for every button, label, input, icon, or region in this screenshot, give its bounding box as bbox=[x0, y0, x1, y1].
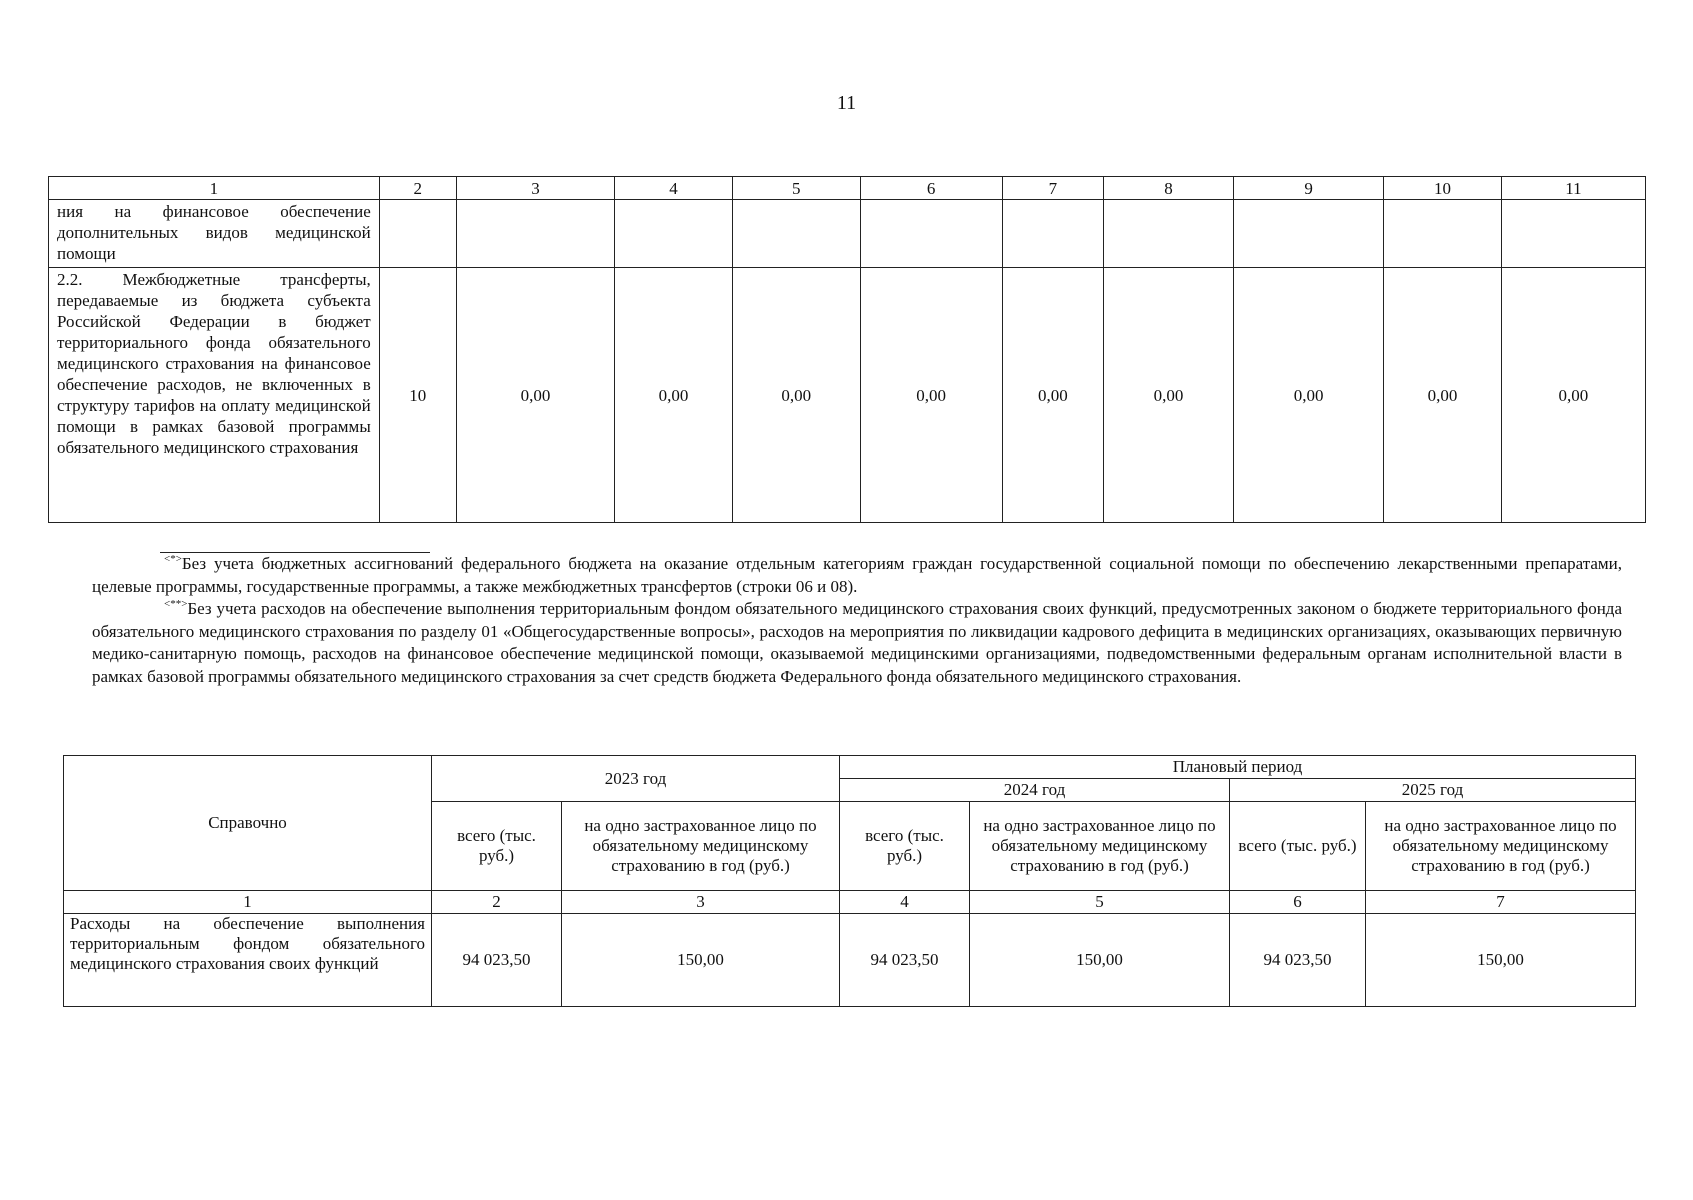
continuation-table bbox=[48, 176, 1646, 523]
column-number: 5 bbox=[732, 177, 860, 200]
row-label: Расходы на обеспечение выполнения территориальным фондом обязательного медицинского страхования своих функций bbox=[64, 914, 432, 1007]
column-number: 9 bbox=[1233, 177, 1383, 200]
year-2024-header: 2024 год bbox=[840, 779, 1230, 802]
table-cell: 0,00 bbox=[732, 268, 860, 523]
table-cell: 150,00 bbox=[562, 914, 840, 1007]
total-header: всего (тыс. руб.) bbox=[1230, 802, 1366, 891]
column-number: 5 bbox=[970, 891, 1230, 914]
table-cell: 94 023,50 bbox=[432, 914, 562, 1007]
table-cell bbox=[1384, 200, 1502, 268]
table-cell: 0,00 bbox=[615, 268, 733, 523]
column-number-row bbox=[64, 891, 1636, 914]
table-cell bbox=[732, 200, 860, 268]
planning-period-header: Плановый период bbox=[840, 756, 1636, 779]
column-number: 1 bbox=[64, 891, 432, 914]
column-number: 8 bbox=[1104, 177, 1234, 200]
column-number: 3 bbox=[456, 177, 614, 200]
column-number: 6 bbox=[860, 177, 1002, 200]
column-number: 4 bbox=[615, 177, 733, 200]
table-cell: 0,00 bbox=[1501, 268, 1645, 523]
footnote-1 bbox=[92, 553, 1622, 598]
per-person-header: на одно застрахованное лицо по обязательному медицинскому страхованию в год (руб.) bbox=[1366, 802, 1636, 891]
table-cell: 0,00 bbox=[1384, 268, 1502, 523]
page-number: 11 bbox=[836, 92, 857, 114]
footnote-text: Без учета бюджетных ассигнований федерального бюджета на оказание отдельным категориям граждан государственной социальной помощи по обеспечению лекарственными препаратами, целевые программы, государственные программы, а также межбюджетных трансфертов (строки 06 и 08). bbox=[92, 554, 1622, 596]
column-number: 1 bbox=[49, 177, 380, 200]
table-cell: 150,00 bbox=[1366, 914, 1636, 1007]
table-cell: 10 bbox=[379, 268, 456, 523]
column-number: 4 bbox=[840, 891, 970, 914]
table-row bbox=[49, 268, 1646, 523]
table-cell bbox=[615, 200, 733, 268]
total-header: всего (тыс. руб.) bbox=[840, 802, 970, 891]
column-number: 7 bbox=[1002, 177, 1103, 200]
per-person-header: на одно застрахованное лицо по обязательному медицинскому страхованию в год (руб.) bbox=[562, 802, 840, 891]
footnote-marker: <**> bbox=[164, 598, 188, 610]
table-cell bbox=[1104, 200, 1234, 268]
reference-label: Справочно bbox=[64, 756, 432, 891]
table-cell: 150,00 bbox=[970, 914, 1230, 1007]
total-header: всего (тыс. руб.) bbox=[432, 802, 562, 891]
footnote-text: Без учета расходов на обеспечение выполнения территориальным фондом обязательного медицинского страхования своих функций, предусмотренных законом о бюджете территориального фонда обязательного медицинского страхования по разделу 01 «Общегосударственные вопросы», расходов на мероприятия по ликвидации кадрового дефицита в медицинских организациях, оказывающих первичную медико-санитарную помощь, расходов на финансовое обеспечение медицинской помощи, оказываемой медицинскими организациями, подведомственными федеральным органам исполнительной власти в рамках базовой программы обязательного медицинского страхования за счет средств бюджета Федерального фонда обязательного медицинского страхования. bbox=[92, 599, 1622, 686]
table-cell bbox=[860, 200, 1002, 268]
per-person-header: на одно застрахованное лицо по обязательному медицинскому страхованию в год (руб.) bbox=[970, 802, 1230, 891]
reference-table bbox=[63, 755, 1636, 1007]
column-number: 10 bbox=[1384, 177, 1502, 200]
table-cell bbox=[1233, 200, 1383, 268]
table-cell bbox=[1002, 200, 1103, 268]
footnotes bbox=[92, 553, 1622, 688]
table-cell: 0,00 bbox=[1002, 268, 1103, 523]
table-cell: 94 023,50 bbox=[840, 914, 970, 1007]
column-number: 6 bbox=[1230, 891, 1366, 914]
table-cell: 0,00 bbox=[1104, 268, 1234, 523]
column-number: 7 bbox=[1366, 891, 1636, 914]
table-cell bbox=[1501, 200, 1645, 268]
table-cell bbox=[379, 200, 456, 268]
table-cell: 0,00 bbox=[860, 268, 1002, 523]
table-header-row bbox=[49, 177, 1646, 200]
table-cell: 94 023,50 bbox=[1230, 914, 1366, 1007]
table-cell: 0,00 bbox=[456, 268, 614, 523]
table-cell: 0,00 bbox=[1233, 268, 1383, 523]
column-number: 11 bbox=[1501, 177, 1645, 200]
column-number: 2 bbox=[432, 891, 562, 914]
table-row bbox=[49, 200, 1646, 268]
row-label: 2.2. Межбюджетные трансферты, передаваемые из бюджета субъекта Российской Федерации в бюджет территориального фонда обязательного медицинского страхования на финансовое обеспечение расходов, не включенных в структуру тарифов на оплату медицинской помощи в рамках базовой программы обязательного медицинского страхования bbox=[49, 268, 380, 523]
year-2025-header: 2025 год bbox=[1230, 779, 1636, 802]
table-row bbox=[64, 914, 1636, 1007]
footnote-marker: <*> bbox=[164, 553, 182, 565]
row-label: ния на финансовое обеспечение дополнительных видов медицинской помощи bbox=[49, 200, 380, 268]
year-2023-header: 2023 год bbox=[432, 756, 840, 802]
column-number: 3 bbox=[562, 891, 840, 914]
table-cell bbox=[456, 200, 614, 268]
footnote-2 bbox=[92, 598, 1622, 688]
column-number: 2 bbox=[379, 177, 456, 200]
